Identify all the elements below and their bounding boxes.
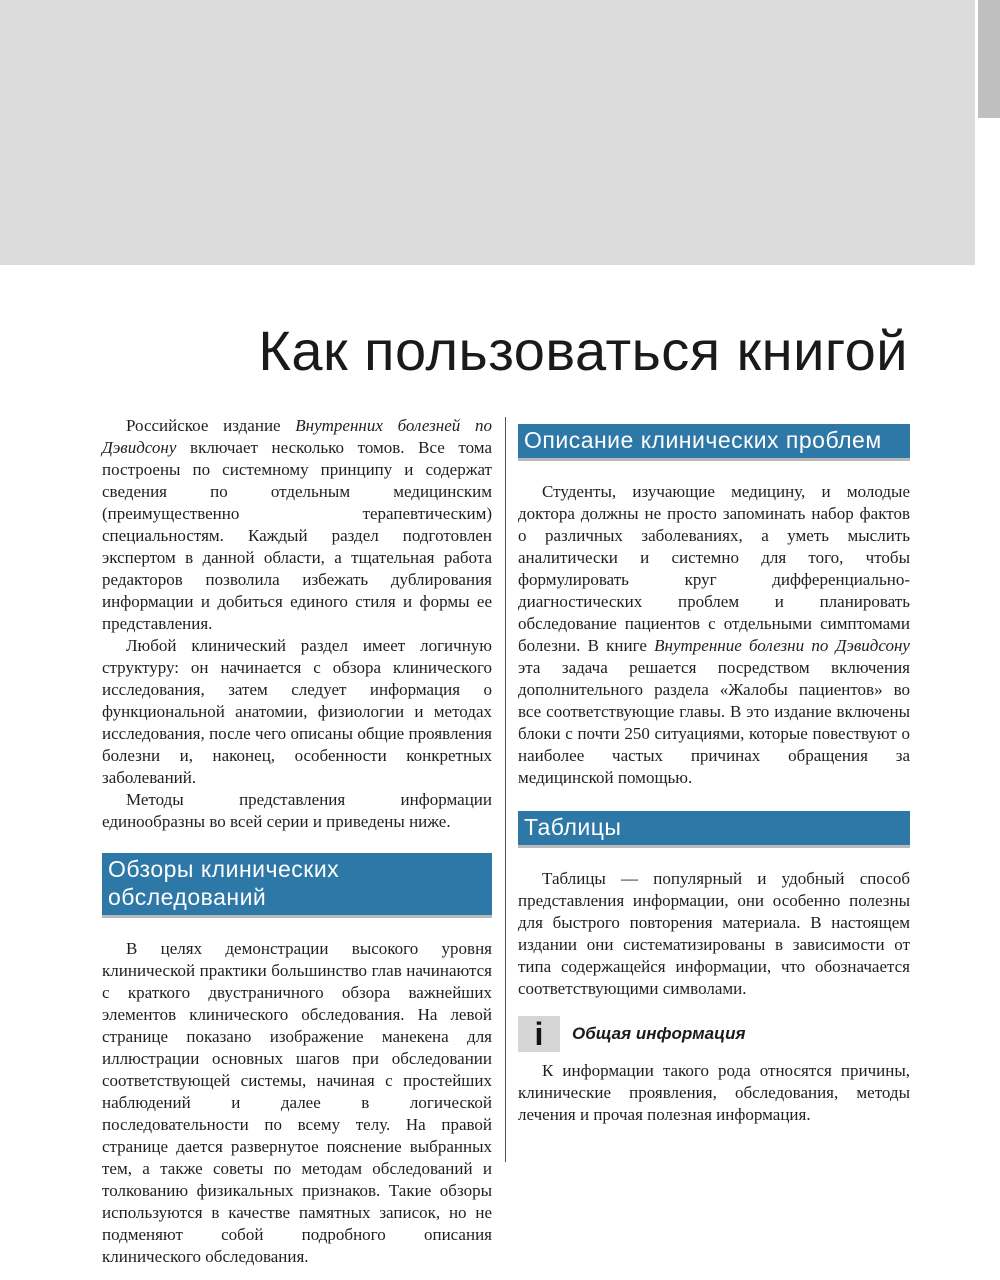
general-info-subheading <box>518 1016 910 1052</box>
general-info-title: Общая информация <box>572 1024 746 1043</box>
intro-paragraph-1: Российское издание Внутренних болезней по Дэвидсону включает несколько томов. Все тома построены по системному принципу и содержат сведения по отдельным медицинским (преимущественно терапевтическим) специальностям. Каждый раздел подготовлен экспертом в данной области, а тщательная работа редакторов позволила избежать дублирования информации и добиться единого стиля и формы ее представления. <box>102 416 492 633</box>
section-paragraph-tables: Таблицы — популярный и удобный способ представления информации, они особенно полезны для быстрого повторения материала. В настоящем издании они систематизированы в зависимости от типа содержащейся информации, что обозначается соответствующими символами. <box>518 869 910 998</box>
right-column <box>518 415 910 1126</box>
intro-paragraph-3: Методы представления информации единообразны во всей серии и приведены ниже. <box>102 790 492 831</box>
left-column <box>102 415 492 1268</box>
general-info-paragraph: К информации такого рода относятся причины, клинические проявления, обследования, методы лечения и прочая полезная информация. <box>518 1061 910 1124</box>
section-paragraph-clinical-problems: Студенты, изучающие медицину, и молодые доктора должны не просто запоминать набор фактов о различных заболеваниях, а уметь мыслить аналитически и системно для того, чтобы формулировать круг дифференциально-диагностических проблем и планировать обследование пациентов с отдельными симптомами болезни. В книге Внутренние болезни по Дэвидсону эта задача решается посредством включения дополнительного раздела «Жалобы пациентов» во все соответствующие главы. В это издание включены блоки с почти 250 ситуациями, которые повествуют о наиболее частых причинах обращения за медицинской помощью. <box>518 482 910 787</box>
section-heading-tables: Таблицы <box>518 811 910 848</box>
column-divider <box>505 417 506 1162</box>
info-icon: i <box>518 1016 560 1052</box>
section-paragraph-clinical-exams: В целях демонстрации высокого уровня клинической практики большинство глав начинаются с краткого двустраничного обзора важнейших элементов клинического обследования. На левой странице показано изображение манекена для иллюстрации основных шагов при обследовании соответствующей системы, начиная с простейших наблюдений и далее в логической последовательности по всему телу. На правой странице дается развернутое пояснение выбранных тем, а также советы по методам обследований и толкованию физикальных признаков. Такие обзоры используются в качестве памятных записок, но не подменяют собой подробного описания клинического обследования. <box>102 939 492 1266</box>
page-edge-tab <box>978 0 1000 118</box>
book-title-italic: Внутренние болезни по Дэвидсону <box>654 636 910 655</box>
intro-paragraph-2: Любой клинический раздел имеет логичную структуру: он начинается с обзора клинического исследования, затем следует информация о функциональной анатомии, физиологии и методах исследования, после чего описаны общие проявления болезни и, наконец, особенности конкретных заболеваний. <box>102 636 492 787</box>
section-heading-clinical-problems: Описание клинических проблем <box>518 424 910 461</box>
header-band <box>0 0 975 265</box>
page-title: Как пользоваться книгой <box>258 319 908 382</box>
section-heading-clinical-exams: Обзоры клинических обследований <box>102 853 492 918</box>
book-title-italic: Внутренних болезней по Дэвидсону <box>102 416 492 457</box>
